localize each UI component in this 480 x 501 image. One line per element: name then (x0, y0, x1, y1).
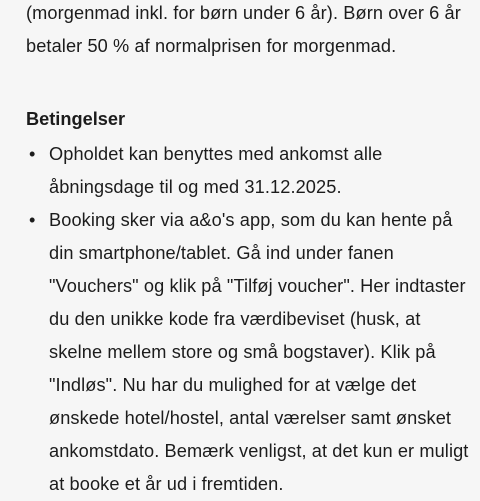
condition-item-booking (26, 204, 472, 501)
bullet-icon: • (29, 210, 36, 230)
condition-item-validity (26, 138, 472, 204)
bullet-icon: • (29, 144, 36, 164)
breakfast-price-paragraph: (morgenmad inkl. for børn under 6 år). Børn over 6 år betaler 50 % af normalprisen for morgenmad. (26, 3, 461, 56)
conditions-heading: Betingelser (26, 109, 126, 129)
condition-text: Opholdet kan benyttes med ankomst alle åbningsdage til og med 31.12.2025. (49, 144, 383, 197)
terms-content (26, 0, 472, 501)
conditions-list (26, 138, 472, 501)
condition-text: Booking sker via a&o's app, som du kan hente på din smartphone/tablet. Gå ind under fanen "Vouchers" og klik på "Tilføj voucher". Her indtaster du den unikke kode fra værdibeviset (husk, at skelne mellem store og små bogstaver). Klik på "Indløs". Nu har du mulighed for at vælge det ønskede hotel/hostel, antal værelser samt ønsket ankomstdato. Bemærk venligst, at det kun er muligt at booke et år ud i fremtiden. (49, 210, 469, 494)
